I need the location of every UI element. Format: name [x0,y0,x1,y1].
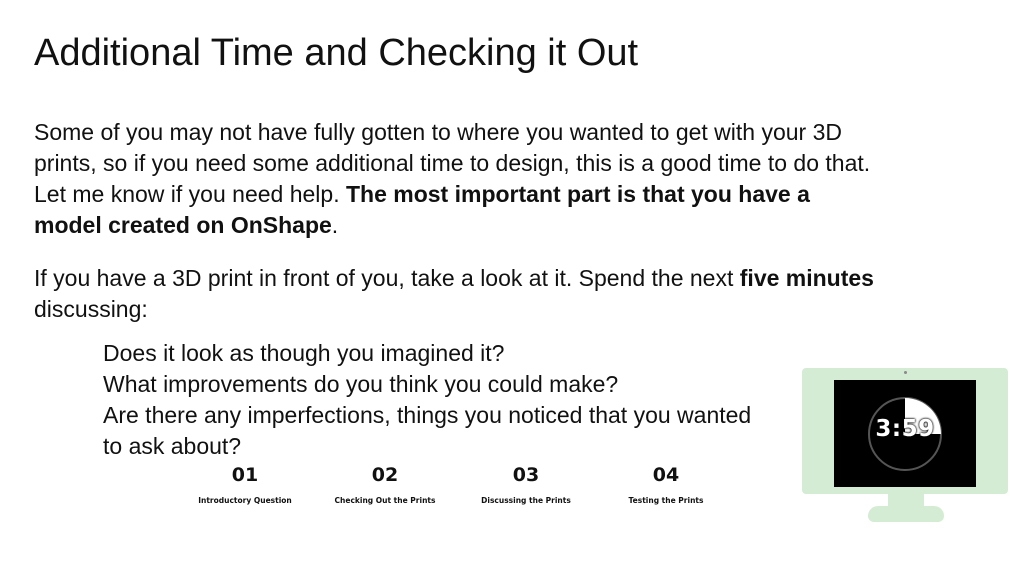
timer-screen [834,380,976,487]
timer-readout: 3:59 [875,416,935,442]
discussion-paragraph [34,263,874,325]
step-number: 02 [371,464,399,486]
slide-title: Additional Time and Checking it Out [34,32,639,74]
discussion-end: discussing: [34,296,148,322]
step-number: 01 [231,464,259,486]
timer-monitor [802,368,1008,524]
step-label: Testing the Prints [628,496,704,505]
agenda-step [461,462,591,505]
monitor-base [868,506,944,522]
agenda-step [180,462,310,505]
intro-text: Some of you may not have fully gotten to where you wanted to get with your 3D prints, so if you need some additional time to design, this is a good time to do that. Let me know if you need help. [34,119,871,207]
step-number: 04 [652,464,680,486]
question-list [103,338,763,462]
question-item: Does it look as though you imagined it? [103,340,505,366]
question-item: Are there any imperfections, things you noticed that you wanted to ask about? [103,402,752,459]
step-number: 03 [512,464,540,486]
step-label: Introductory Question [198,496,292,505]
step-label: Discussing the Prints [481,496,571,505]
monitor-frame [802,368,1008,494]
agenda-step [320,462,450,505]
intro-paragraph [34,117,874,241]
discussion-text: If you have a 3D print in front of you, take a look at it. Spend the next [34,265,740,291]
camera-dot-icon [904,371,907,374]
step-label: Checking Out the Prints [334,496,436,505]
intro-end: . [331,212,339,238]
question-item: What improvements do you think you could make? [103,371,619,397]
agenda-steps [180,462,740,522]
discussion-emphasis: five minutes [739,265,874,291]
intro-emphasis: The most important part is that you have a model created on OnShape [34,181,810,238]
agenda-step [601,462,731,505]
